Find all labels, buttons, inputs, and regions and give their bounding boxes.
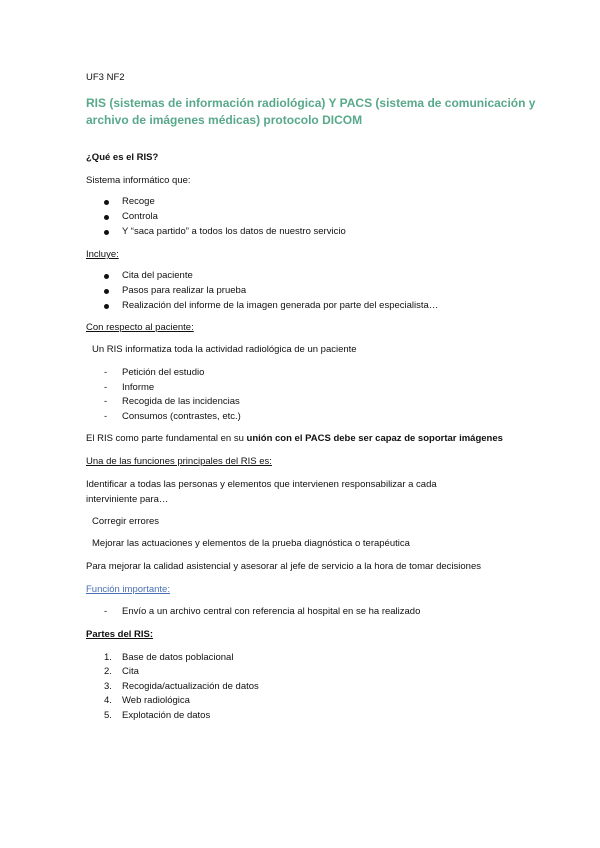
partes-item: Base de datos poblacional	[122, 652, 234, 663]
number-marker: 2.	[104, 666, 112, 677]
bullet-icon	[104, 197, 116, 208]
bullet-icon	[104, 212, 116, 223]
number-marker: 1.	[104, 652, 112, 663]
document-code: UF3 NF2	[86, 72, 125, 83]
document-title-line-2: archivo de imágenes médicas) protocolo DICOM	[86, 113, 363, 127]
sistema-item: Y “saca partido” a todos los datos de nuestro servicio	[122, 226, 346, 237]
number-marker: 4.	[104, 695, 112, 706]
number-marker: 3.	[104, 681, 112, 692]
paciente-item: Recogida de las incidencias	[122, 396, 240, 407]
partes-item: Explotación de datos	[122, 710, 211, 721]
paciente-item: Informe	[122, 382, 155, 393]
dash-marker: -	[104, 396, 108, 407]
paciente-intro: Un RIS informatiza toda la actividad radiológica de un paciente	[92, 344, 357, 355]
dash-marker: -	[104, 382, 108, 393]
sistema-item: Controla	[122, 211, 158, 222]
sistema-item: Recoge	[122, 196, 155, 207]
pacs-sentence-normal: El RIS como parte fundamental en su	[86, 433, 247, 444]
pacs-sentence	[86, 433, 503, 445]
bullet-icon	[104, 286, 116, 297]
incluye-item: Pasos para realizar la prueba	[122, 285, 247, 296]
partes-item: Cita	[122, 666, 139, 677]
incluye-item: Cita del paciente	[122, 270, 193, 281]
paciente-heading: Con respecto al paciente:	[86, 322, 194, 333]
funcion-importante-link[interactable]: Función importante:	[86, 584, 170, 595]
partes-heading: Partes del RIS:	[86, 629, 154, 640]
ris-question-heading: ¿Qué es el RIS?	[86, 152, 159, 163]
number-marker: 5.	[104, 710, 112, 721]
mejorar-text: Mejorar las actuaciones y elementos de la prueba diagnóstica o terapéutica	[92, 538, 410, 549]
document-title-line-1: RIS (sistemas de información radiológica) Y PACS (sistema de comunicación y	[86, 96, 536, 110]
dash-marker: -	[104, 367, 108, 378]
paciente-item: Petición del estudio	[122, 367, 205, 378]
envio-text: Envío a un archivo central con referencia al hospital en se ha realizado	[122, 606, 421, 617]
dash-marker: -	[104, 411, 108, 422]
corregir-text: Corregir errores	[92, 516, 160, 527]
bullet-icon	[104, 227, 116, 238]
calidad-text: Para mejorar la calidad asistencial y asesorar al jefe de servicio a la hora de tomar decisiones	[86, 561, 481, 572]
pacs-sentence-bold: unión con el PACS debe ser capaz de soportar imágenes	[246, 433, 503, 444]
partes-item: Recogida/actualización de datos	[122, 681, 259, 692]
paciente-item: Consumos (contrastes, etc.)	[122, 411, 241, 422]
incluye-item: Realización del informe de la imagen generada por parte del especialista…	[122, 300, 439, 311]
partes-item: Web radiológica	[122, 695, 190, 706]
funciones-heading: Una de las funciones principales del RIS es:	[86, 456, 272, 467]
bullet-icon	[104, 271, 116, 282]
bullet-icon	[104, 301, 116, 312]
identificar-line-1: Identificar a todas las personas y elementos que intervienen responsabilizar a cada	[86, 479, 437, 490]
incluye-heading: Incluye:	[86, 249, 119, 260]
sistema-intro: Sistema informático que:	[86, 175, 191, 186]
dash-marker: -	[104, 606, 108, 617]
identificar-line-2: interviniente para…	[86, 494, 169, 505]
